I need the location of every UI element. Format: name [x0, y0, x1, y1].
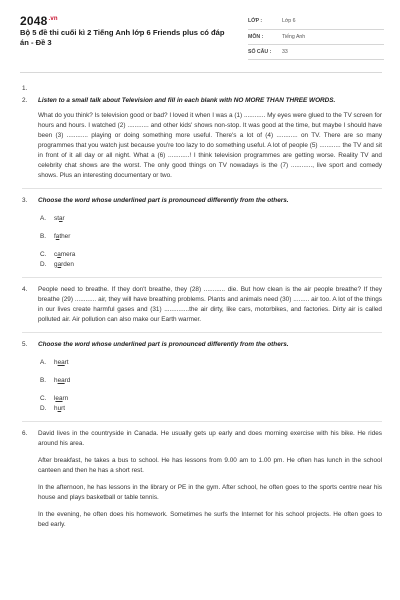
option-word-end: rd	[64, 377, 71, 384]
question-number: 2.	[22, 97, 28, 104]
reading-paragraph: David lives in the countryside in Canada. He usually gets up early and does morning exercise with his bike. He rides around his area.	[38, 430, 382, 447]
question-number: 4.	[22, 286, 28, 293]
meta-value: Tiếng Anh	[282, 33, 306, 40]
question-passage: What do you think? Is television good or bad? I loved it when I was a (1) ............ My eyes were glued to the TV screen for hours and hours. I watched (2) ............ and other kids' shows non-stop. It was good at the time, but maybe I should have been (3) ............ playing or doing something more useful. There's a lot of (4) ............ on TV. There are so many programmes that you watch just because you're too lazy to do something useful. A lot of people (5) ............ the TV and sit in front of it all day or all night. What a (6) ............! I think television programmes are getting worse. Reality TV and celebrity chat shows are the worst. The only good things on TV nowadays is the (7) ............, live sport and comedy shows. Plus an interesting documentary or two.	[38, 112, 382, 179]
option-word-start: st	[54, 215, 59, 222]
meta-key: SỐ CÂU :	[248, 48, 272, 55]
option-word-start: g	[54, 261, 58, 268]
option-b[interactable]	[40, 376, 213, 386]
question-number: 5.	[22, 341, 28, 348]
option-word-start: c	[54, 251, 58, 258]
logo-suffix: .vn	[48, 16, 58, 22]
question-1	[22, 84, 382, 94]
option-d[interactable]	[40, 404, 213, 414]
divider	[22, 277, 382, 278]
option-underlined-part: ea	[57, 359, 65, 366]
option-letter: A.	[40, 215, 47, 222]
option-word-end: mera	[60, 251, 76, 258]
divider	[22, 332, 382, 333]
meta-value: Lớp 6	[282, 18, 296, 25]
option-underlined-part: a	[58, 215, 63, 222]
question-passage: People need to breathe. If they don't breathe, they (28) ............ die. But how clean is the air people breathe? If they breathe (29) ............ air, they will have breathing problems. Plants and animals need (30) ......... air too. A lot of the things in our lives create harmful gases and (31) ..............the air dirty, like cars, motorbikes, and factories. Dirty air is called polluted air. Air pollution can also make our Earth warmer.	[38, 286, 382, 323]
question-number: 3.	[22, 197, 28, 204]
question-number: 6.	[22, 430, 28, 437]
option-underlined-part: ea	[55, 395, 63, 402]
option-letter: C.	[40, 395, 47, 402]
option-word-start: h	[54, 405, 58, 412]
reading-paragraph: After breakfast, he takes a bus to school. He has lessons from 9.00 am to 1.00 pm. He often has lunch in the school canteen and then he has a short rest.	[38, 457, 382, 474]
exam-content	[22, 84, 382, 530]
question-5	[22, 340, 382, 414]
option-word-end: rt	[64, 359, 69, 366]
logo-text: 2048	[20, 14, 48, 28]
reading-paragraph: In the afternoon, he has lessons in the library or PE in the gym. After school, he often goes to the sports centre near his house and plays basketball or table tennis.	[38, 484, 382, 501]
option-underlined-part: a	[57, 251, 61, 258]
answer-options	[38, 358, 382, 414]
option-word-end: r	[62, 215, 65, 222]
option-word-end: rt	[61, 405, 66, 412]
meta-row-grade	[248, 14, 384, 29]
question-4	[22, 285, 382, 325]
option-word-end: rn	[62, 395, 69, 402]
site-logo[interactable]	[20, 14, 58, 28]
question-2	[22, 96, 382, 181]
option-c[interactable]	[40, 250, 213, 260]
reading-paragraph: In the evening, he often does his homework. Sometimes he surfs the Internet for his school projects. He often goes to bed early.	[38, 511, 382, 528]
question-instruction: Listen to a small talk about Television and fill in each blank with NO MORE THAN THREE WORDS.	[38, 97, 336, 104]
option-c[interactable]	[40, 394, 213, 404]
meta-table	[248, 14, 384, 60]
option-letter: C.	[40, 251, 47, 258]
option-underlined-part: a	[55, 233, 60, 240]
option-letter: B.	[40, 377, 47, 384]
header-divider	[20, 72, 382, 73]
divider	[22, 188, 382, 189]
option-word-end: rden	[61, 261, 74, 268]
option-underlined-part: u	[57, 405, 62, 412]
option-word-start: h	[54, 359, 58, 366]
question-3	[22, 196, 382, 270]
question-instruction: Choose the word whose underlined part is pronounced differently from the others.	[38, 341, 289, 348]
meta-key: MÔN :	[248, 33, 264, 40]
option-letter: D.	[40, 261, 47, 268]
option-d[interactable]	[40, 260, 213, 270]
question-instruction: Choose the word whose underlined part is pronounced differently from the others.	[38, 197, 289, 204]
option-letter: A.	[40, 359, 47, 366]
question-number: 1.	[22, 85, 28, 92]
option-underlined-part: a	[57, 261, 62, 268]
meta-key: LỚP :	[248, 18, 263, 25]
option-letter: D.	[40, 405, 47, 412]
option-word-end: ther	[59, 233, 71, 240]
option-word-start: l	[54, 395, 56, 402]
option-b[interactable]	[40, 232, 213, 242]
option-letter: B.	[40, 233, 47, 240]
option-a[interactable]	[40, 358, 213, 368]
option-word-start: f	[54, 233, 56, 240]
option-word-start: h	[54, 377, 58, 384]
meta-row-count	[248, 44, 384, 59]
meta-row-subject	[248, 29, 384, 44]
document-header	[0, 0, 400, 68]
question-6	[22, 429, 382, 530]
option-underlined-part: ea	[57, 377, 65, 384]
divider	[22, 421, 382, 422]
meta-value: 33	[282, 48, 288, 55]
option-a[interactable]	[40, 214, 213, 224]
document-title: Bộ 5 đề thi cuối kì 2 Tiếng Anh lớp 6 Friends plus có đáp án - Đề 3	[20, 28, 225, 47]
answer-options	[38, 214, 382, 270]
